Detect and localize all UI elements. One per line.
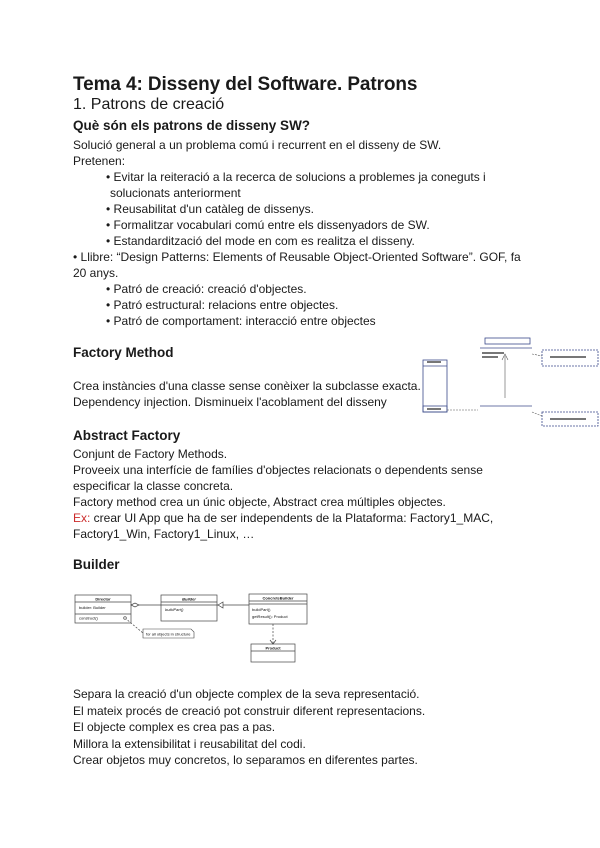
uml-concrete-op: buildPart() bbox=[252, 607, 271, 612]
bullet-item: • Reusabilitat d'un catàleg de dissenys. bbox=[106, 202, 314, 216]
builder-text: El objecte complex es crea pas a pas. bbox=[73, 720, 276, 734]
uml-director-attr: builder: Builder bbox=[79, 605, 106, 610]
page-title: Tema 4: Disseny del Software. Patrons bbox=[73, 74, 418, 95]
uml-concrete-name: ConcreteBuilder bbox=[262, 595, 294, 601]
example-line-2: Factory1_Win, Factory1_Linux, … bbox=[73, 527, 255, 541]
intro-line: Pretenen: bbox=[73, 154, 126, 168]
bullet-item: • Estandardització del mode en com es realitza el disseny. bbox=[106, 234, 415, 248]
section-heading-creation: 1. Patrons de creació bbox=[73, 96, 225, 113]
bullet-item: solucionats anteriorment bbox=[110, 186, 241, 200]
uml-builder-op: buildPart() bbox=[165, 607, 184, 612]
pattern-type-item: • Patró de comportament: interacció entre objectes bbox=[106, 314, 376, 328]
builder-text: El mateix procés de creació pot construir diferent representacions. bbox=[73, 704, 426, 718]
factory-text: Crea instàncies d'una classe sense conèixer la subclasse exacta. bbox=[73, 379, 421, 393]
intro-line: Solució general a un problema comú i recurrent en el disseny de SW. bbox=[73, 138, 442, 152]
uml-builder-name: Builder bbox=[182, 596, 196, 602]
example-label: Ex: bbox=[73, 511, 91, 525]
builder-uml-diagram bbox=[73, 588, 313, 668]
uml-director-name: Director bbox=[95, 596, 111, 602]
uml-director-op: construct() bbox=[79, 615, 98, 621]
uml-product-class bbox=[423, 360, 447, 412]
abstract-text: especificar la classe concreta. bbox=[73, 479, 234, 493]
pattern-type-item: • Patró de creació: creació d'objectes. bbox=[106, 282, 307, 296]
example-text: crear UI App que ha de ser independents de la Plataforma: Factory1_MAC, bbox=[90, 511, 494, 525]
example-line bbox=[73, 510, 493, 526]
factory-text: Dependency injection. Disminueix l'acoblament del disseny bbox=[73, 395, 387, 409]
builder-text: Separa la creació d'un objecte complex de la seva representació. bbox=[73, 687, 420, 701]
abstract-text: Proveeix una interfície de famílies d'objectes relacionats o dependents sense bbox=[73, 463, 483, 477]
uml-creator-class bbox=[485, 338, 530, 344]
abstract-text: Factory method crea un únic objecte, Abstract crea múltiples objectes. bbox=[73, 495, 446, 509]
builder-text: Crear objetos muy concretos, lo separamos en diferentes partes. bbox=[73, 753, 418, 767]
factory-method-diagram bbox=[420, 332, 600, 432]
bullet-item: • Evitar la reiteració a la recerca de solucions a problemes ja coneguts i bbox=[106, 170, 486, 184]
uml-note-text: for all objects in structure bbox=[146, 631, 191, 637]
pattern-type-item: • Patró estructural: relacions entre objectes. bbox=[106, 298, 339, 312]
uml-product-name: Product bbox=[265, 645, 281, 651]
abstract-factory-heading: Abstract Factory bbox=[73, 428, 181, 443]
builder-heading: Builder bbox=[73, 557, 120, 572]
book-line: 20 anys. bbox=[73, 266, 119, 280]
bullet-item: • Formalitzar vocabulari comú entre els dissenyadors de SW. bbox=[106, 218, 430, 232]
question-heading: Què són els patrons de disseny SW? bbox=[73, 118, 311, 133]
builder-text: Millora la extensibilitat i reusabilitat del codi. bbox=[73, 737, 306, 751]
factory-method-heading: Factory Method bbox=[73, 345, 174, 360]
abstract-text: Conjunt de Factory Methods. bbox=[73, 447, 228, 461]
book-line: • Llibre: “Design Patterns: Elements of Reusable Object-Oriented Software”. GOF, fa bbox=[73, 250, 521, 264]
uml-concrete-op: getResult(): Product bbox=[252, 614, 288, 619]
